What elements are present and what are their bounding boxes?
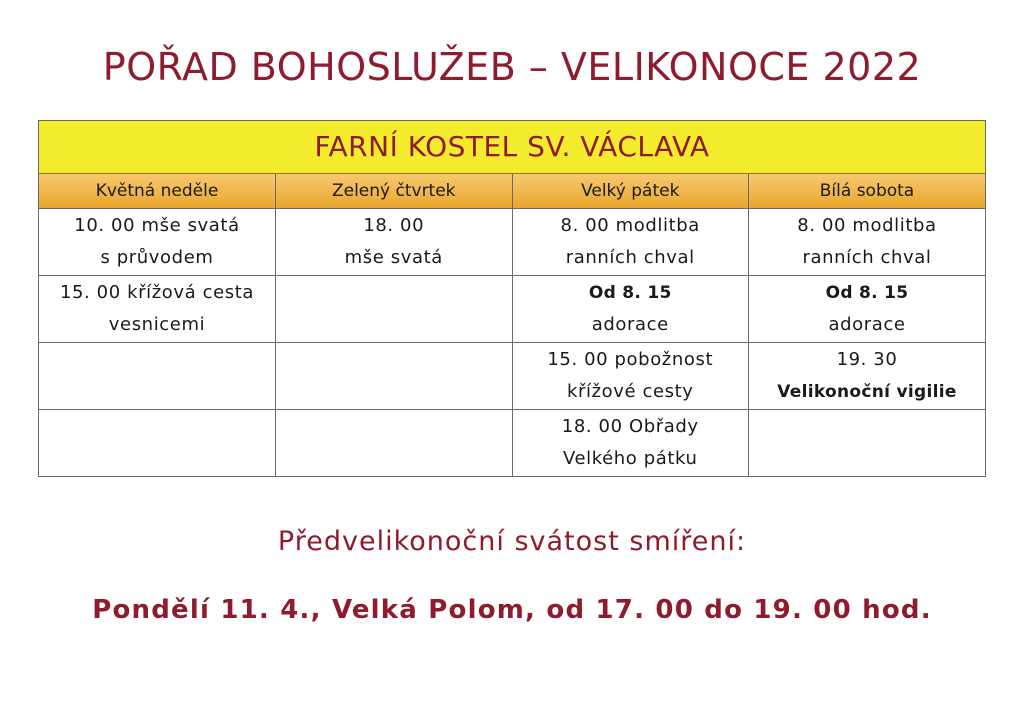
table-cell — [39, 276, 276, 343]
schedule-table — [38, 120, 986, 477]
table-cell — [512, 410, 749, 477]
cell-line: Velkého pátku — [562, 448, 698, 469]
cell-line: 8. 00 modlitba — [797, 215, 937, 236]
table-cell — [39, 410, 276, 477]
cell-line: mše svatá — [344, 247, 443, 268]
cell-line: 18. 00 — [363, 215, 425, 236]
cell-line: vesnicemi — [108, 314, 206, 335]
cell-line: křížové cesty — [566, 381, 694, 402]
cell-line: ranních chval — [565, 247, 695, 268]
cell-line: 15. 00 pobožnost — [547, 349, 714, 370]
table-cell — [749, 410, 986, 477]
cell-line: 15. 00 křížová cesta — [59, 282, 255, 303]
cell-line: Od 8. 15 — [588, 283, 672, 303]
table-cell — [276, 410, 513, 477]
cell-line: 10. 00 mše svatá — [74, 215, 240, 236]
cell-line: ranních chval — [802, 247, 932, 268]
cell-line: adorace — [828, 314, 906, 335]
table-row — [39, 276, 985, 343]
page-title: POŘAD BOHOSLUŽEB – VELIKONOCE 2022 — [102, 45, 922, 89]
header-row — [39, 174, 985, 209]
cell-line: adorace — [591, 314, 669, 335]
table-row — [39, 410, 985, 477]
table-row — [39, 343, 985, 410]
cell-line: 8. 00 modlitba — [560, 215, 700, 236]
table-cell — [276, 209, 513, 276]
church-name: FARNÍ KOSTEL SV. VÁCLAVA — [39, 121, 985, 174]
column-header-good-friday: Velký pátek — [512, 174, 749, 209]
table-cell — [276, 276, 513, 343]
table-cell — [749, 276, 986, 343]
table-cell — [749, 343, 986, 410]
table-cell — [276, 343, 513, 410]
confession-heading: Předvelikonoční svátost smíření: — [277, 526, 747, 557]
column-header-maundy-thursday: Zelený čtvrtek — [276, 174, 513, 209]
table-cell — [512, 343, 749, 410]
table-cell — [512, 209, 749, 276]
service-table — [39, 174, 985, 476]
table-cell — [39, 343, 276, 410]
column-header-palm-sunday: Květná neděle — [39, 174, 276, 209]
cell-line: 19. 30 — [836, 349, 898, 370]
cell-line: Od 8. 15 — [825, 283, 909, 303]
table-cell — [512, 276, 749, 343]
confession-details: Pondělí 11. 4., Velká Polom, od 17. 00 do 19. 00 hod. — [92, 595, 932, 625]
table-cell — [749, 209, 986, 276]
table-cell — [39, 209, 276, 276]
cell-line: Velikonoční vigilie — [777, 382, 957, 402]
table-row — [39, 209, 985, 276]
cell-line: 18. 00 Obřady — [561, 416, 699, 437]
column-header-holy-saturday: Bílá sobota — [749, 174, 986, 209]
cell-line: s průvodem — [100, 247, 214, 268]
